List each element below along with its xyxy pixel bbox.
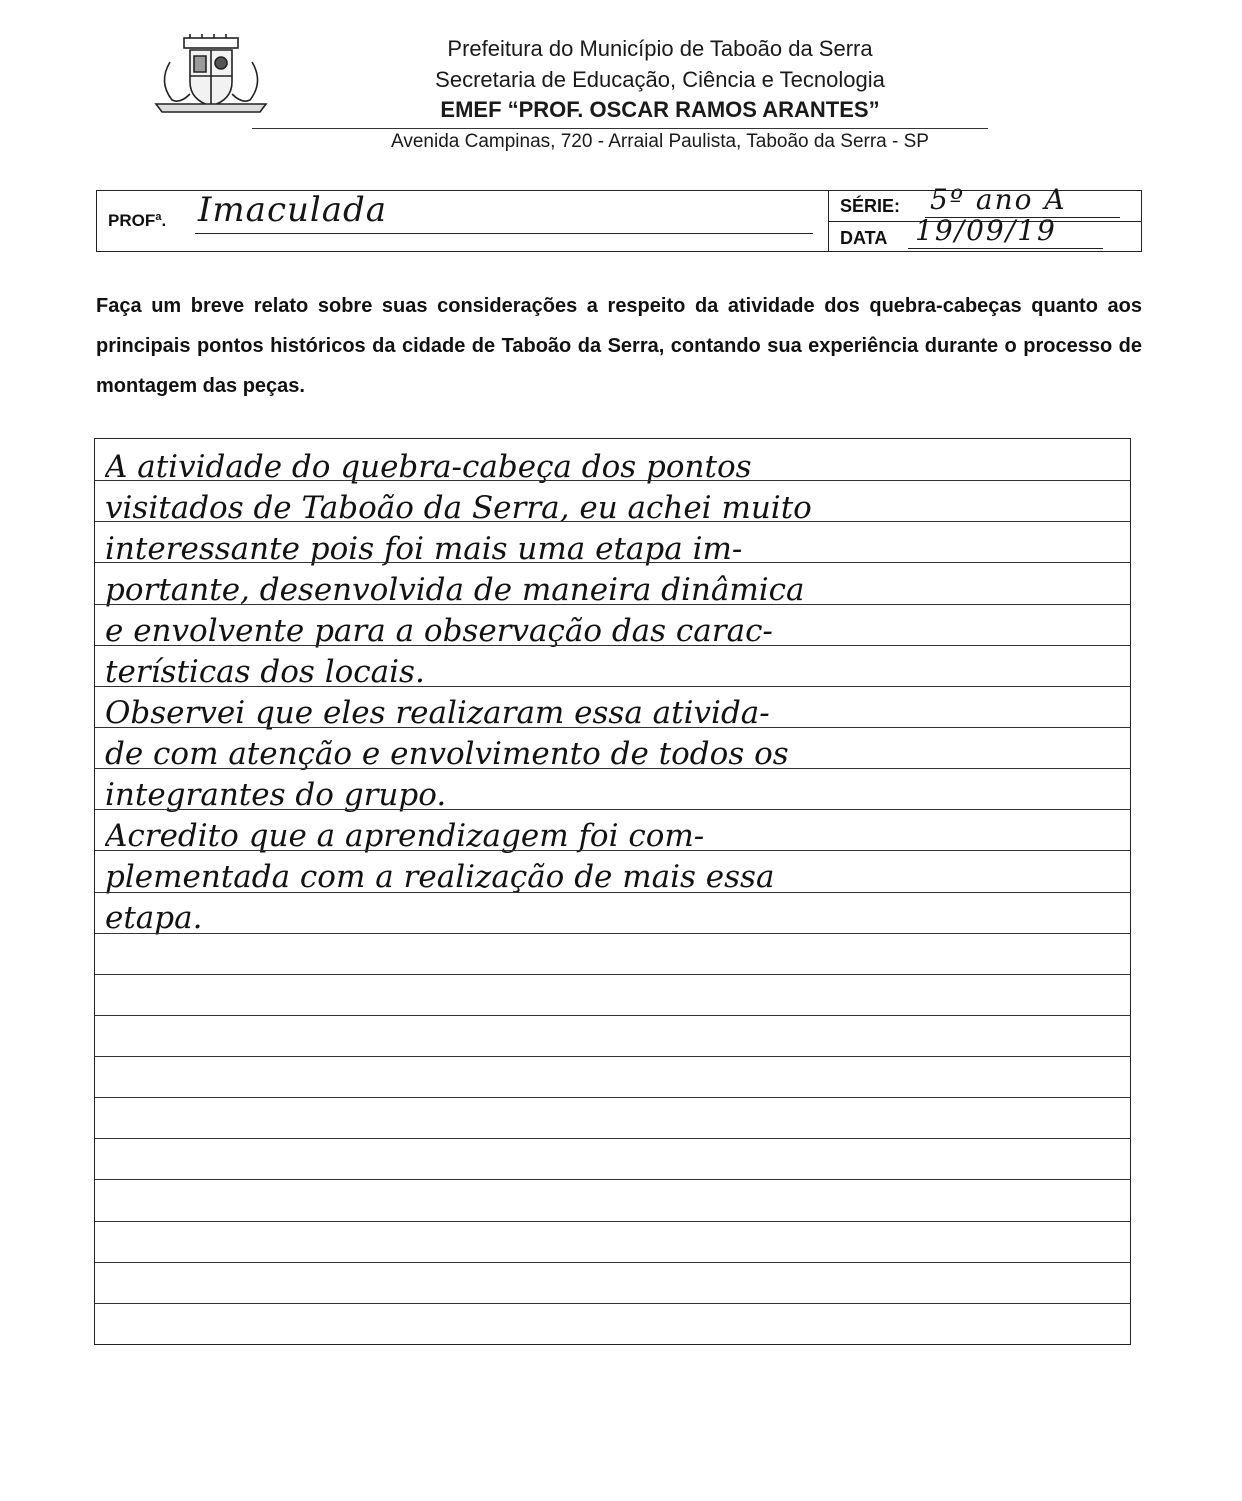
ruled-line — [95, 645, 1130, 646]
ruled-line — [95, 974, 1130, 975]
ruled-line — [95, 1179, 1130, 1180]
ruled-line — [95, 892, 1130, 893]
answer-line: etapa. — [105, 900, 203, 936]
ruled-line — [95, 1097, 1130, 1098]
answer-line: e envolvente para a observação das carac- — [105, 613, 773, 649]
ruled-line — [95, 480, 1130, 481]
answer-line: Observei que eles realizaram essa ativida- — [105, 695, 770, 731]
header-municipality: Prefeitura do Município de Taboão da Serra — [447, 36, 873, 61]
answer-line: Acredito que a aprendizagem foi com- — [105, 818, 705, 854]
answer-line: portante, desenvolvida de maneira dinâmica — [105, 572, 805, 608]
ruled-line — [95, 768, 1130, 769]
date-label: DATA — [840, 228, 888, 248]
answer-line: visitados de Taboão da Serra, eu achei muito — [105, 490, 812, 526]
date-field[interactable]: 19/09/19 — [915, 214, 1057, 247]
ruled-line — [95, 933, 1130, 934]
ruled-line — [95, 1015, 1130, 1016]
ruled-line — [95, 521, 1130, 522]
ruled-line — [95, 850, 1130, 851]
header-school-name: EMEF “PROF. OSCAR RAMOS ARANTES” — [440, 97, 880, 122]
teacher-label: PROFª. — [108, 211, 167, 230]
ruled-line — [95, 604, 1130, 605]
answer-line: de com atenção e envolvimento de todos os — [105, 736, 789, 772]
answer-line: plementada com a realização de mais essa — [105, 859, 775, 895]
grade-label: SÉRIE: — [840, 196, 901, 216]
header-secretariat: Secretaria de Educação, Ciência e Tecnologia — [435, 67, 885, 92]
ruled-line — [95, 809, 1130, 810]
answer-area[interactable] — [94, 438, 1131, 1345]
ruled-line — [95, 1056, 1130, 1057]
answer-line: integrantes do grupo. — [105, 777, 447, 813]
ruled-line — [95, 686, 1130, 687]
date-field-line — [908, 248, 1103, 249]
teacher-field[interactable]: Imaculada — [198, 190, 388, 230]
teacher-field-line — [195, 233, 813, 234]
ruled-line — [95, 1262, 1130, 1263]
answer-line: A atividade do quebra-cabeça dos pontos — [105, 449, 752, 485]
ruled-line — [95, 1303, 1130, 1304]
ruled-line — [95, 727, 1130, 728]
grade-field[interactable]: 5º ano A — [930, 183, 1067, 216]
answer-line: terísticas dos locais. — [105, 654, 425, 690]
header-address: Avenida Campinas, 720 - Arraial Paulista, Taboão da Serra - SP — [391, 131, 929, 152]
ruled-line — [95, 1221, 1130, 1222]
answer-line: interessante pois foi mais uma etapa im- — [105, 531, 743, 567]
instructions-text: Faça um breve relato sobre suas considerações a respeito da atividade dos quebra-cabeças quanto aos principais pontos históricos da cidade de Taboão da Serra, contando sua experiência durante o processo de montagem das peças. — [96, 295, 1142, 397]
ruled-line — [95, 1138, 1130, 1139]
ruled-line — [95, 562, 1130, 563]
